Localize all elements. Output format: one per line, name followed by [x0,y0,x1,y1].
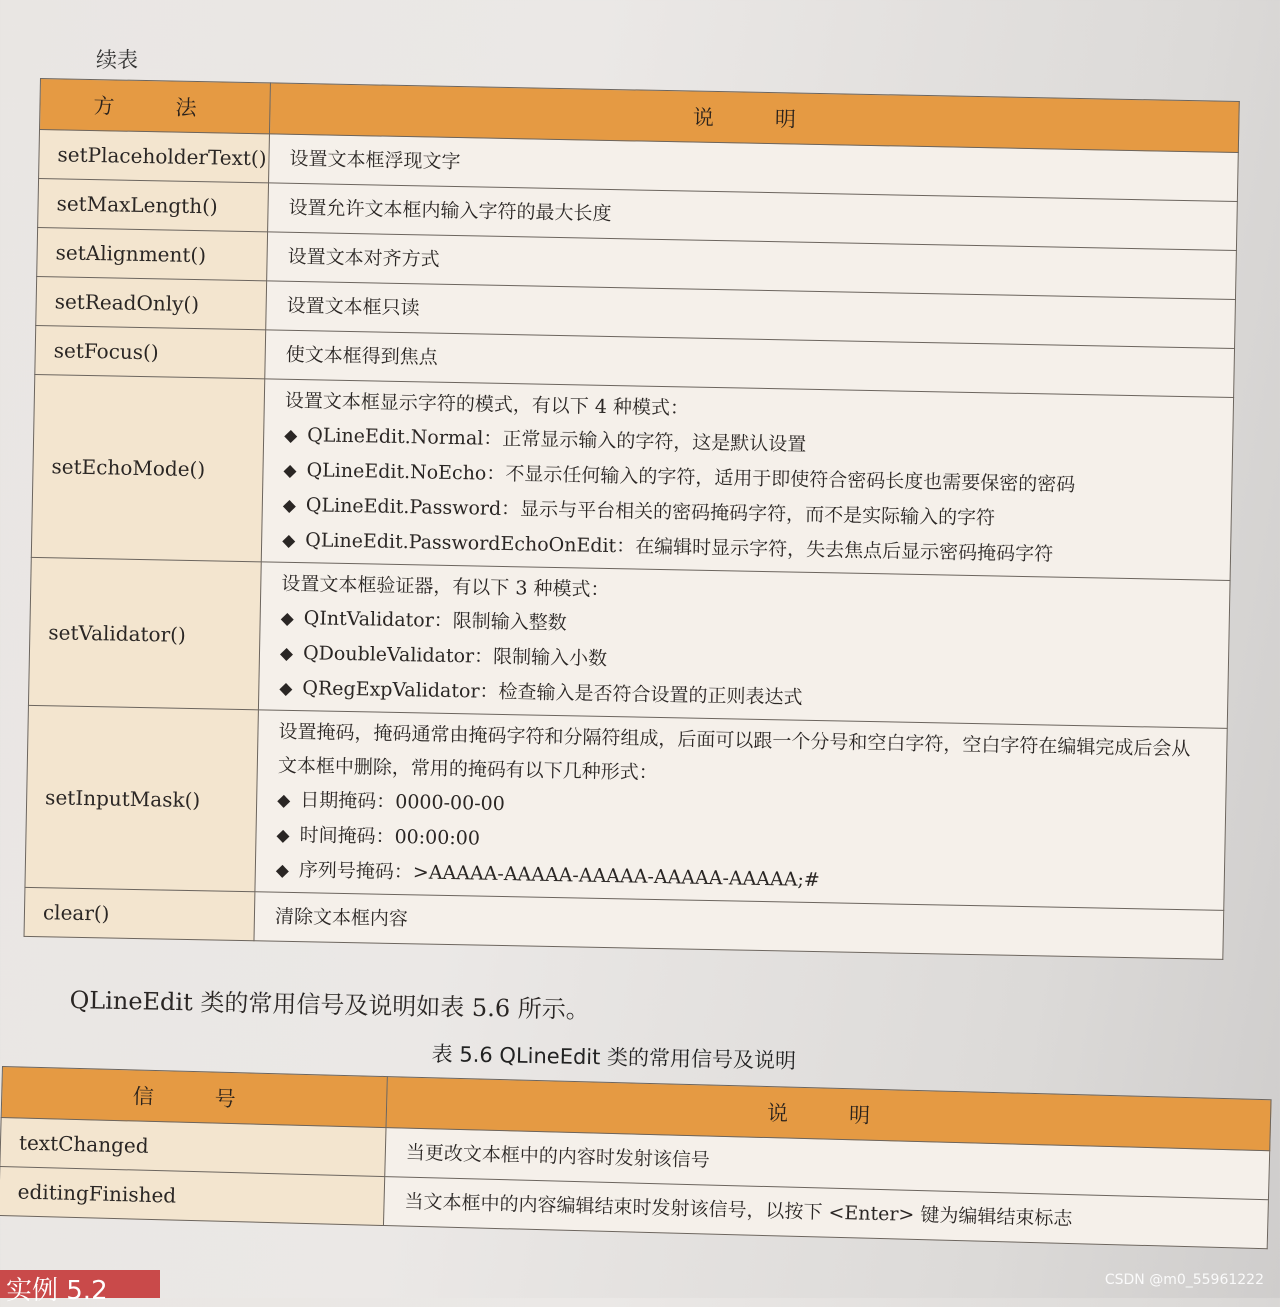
method-name: setAlignment() [37,227,268,280]
method-name: clear() [24,887,255,940]
input-mask-item: ◆ 序列号掩码：>AAAAA-AAAAA-AAAAA-AAAAA-AAAAA;# [275,853,1204,906]
echo-mode-intro: 设置文本框显示字符的模式，有以下 4 种模式： [284,389,690,420]
method-description: 使文本框得到焦点 [265,330,1235,398]
description-column-header: 说 明 [386,1077,1271,1151]
method-description: 设置文本框浮现文字 [269,134,1239,202]
method-description [255,710,1227,911]
echo-mode-item: ◆ QLineEdit.NoEcho：不显示任何输入的字符，适用于即使符合密码长度也需要保密的密码 [283,453,1212,506]
table-row-validator [28,557,1230,728]
description-column-header: 说 明 [269,83,1239,153]
validator-intro: 设置文本框验证器，有以下 3 种模式： [281,572,610,602]
signal-description: 当更改文本框中的内容时发射该信号 [385,1128,1270,1200]
signal-name: editingFinished [0,1166,385,1225]
table-row-input-mask [25,705,1227,910]
method-column-header: 方 法 [40,79,271,134]
method-name: setEchoMode() [31,374,264,561]
input-mask-item: ◆ 日期掩码：0000-00-00 [277,783,1206,836]
input-mask-intro: 设置掩码，掩码通常由掩码字符和分隔符组成，后面可以跟一个分号和空白字符，空白字符在编辑完成后会从文本框中删除，常用的掩码有以下几种形式： [277,720,1191,784]
method-description: 设置文本框只读 [266,281,1236,349]
method-description: 清除文本框内容 [254,892,1224,960]
echo-mode-item: ◆ QLineEdit.Password：显示与平台相关的密码掩码字符，而不是实际输入的字符 [283,488,1212,541]
method-name: setInputMask() [25,705,258,891]
method-name: setFocus() [35,325,266,378]
table-row-echo-mode [31,374,1233,580]
method-name: setValidator() [28,557,261,709]
echo-mode-item: ◆ QLineEdit.Normal：正常显示输入的字符，这是默认设置 [284,418,1213,471]
validator-item: ◆ QDoubleValidator：限制输入小数 [280,636,1209,689]
signal-description: 当文本框中的内容编辑结束时发射该信号，以按下 <Enter> 键为编辑结束标志 [383,1177,1268,1249]
watermark: CSDN @m0_55961222 [1104,1272,1264,1288]
example-label: 实例 5.2 [6,1276,108,1306]
signal-column-header: 信 号 [1,1067,387,1128]
signals-table-title: 表 5.6 QLineEdit 类的常用信号及说明 [431,1041,797,1073]
method-description: 设置文本对齐方式 [267,232,1237,300]
body-paragraph: QLineEdit 类的常用信号及说明如表 5.6 所示。 [69,985,591,1024]
methods-table [24,78,1240,960]
signal-name: textChanged [0,1117,386,1176]
method-name: setReadOnly() [36,276,267,329]
validator-item: ◆ QRegExpValidator：检查输入是否符合设置的正则表达式 [279,671,1208,724]
method-description [258,562,1230,729]
continued-caption: 续表 [96,48,138,72]
echo-mode-item: ◆ QLineEdit.PasswordEchoOnEdit：在编辑时显示字符，失去焦点后显示密码掩码字符 [282,523,1211,576]
method-name: setMaxLength() [38,178,269,231]
validator-item: ◆ QIntValidator：限制输入整数 [280,601,1209,654]
method-name: setPlaceholderText() [39,130,270,183]
method-description: 设置允许文本框内输入字符的最大长度 [268,183,1238,251]
signals-table [0,1066,1272,1249]
input-mask-item: ◆ 时间掩码：00:00:00 [276,818,1205,871]
method-description [261,379,1233,581]
